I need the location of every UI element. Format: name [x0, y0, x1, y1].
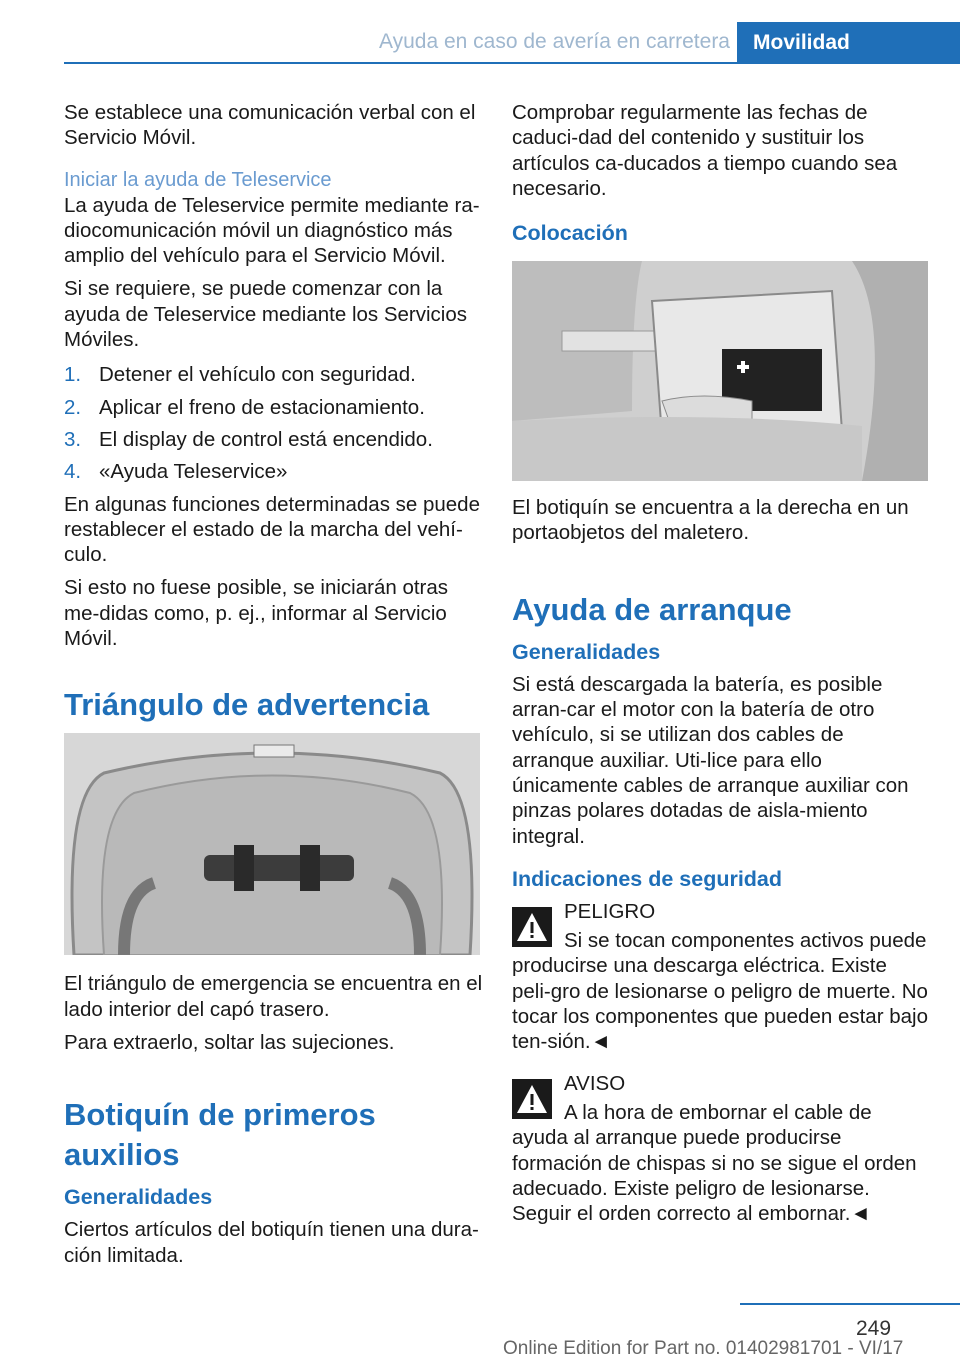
heading-triangulo: Triángulo de advertencia [64, 687, 430, 723]
online-edition-note: Online Edition for Part no. 01402981701 - VI/17 [503, 1338, 904, 1359]
warning-title: PELIGRO [564, 899, 656, 923]
warning-notice [512, 1071, 930, 1227]
subheading-generalidades: Generalidades [512, 639, 661, 664]
left-column [64, 100, 484, 1276]
heading-arranque: Ayuda de arranque [512, 591, 792, 627]
paragraph: Se establece una comunicación verbal con el Servicio Móvil. [64, 101, 476, 150]
paragraph: Si se requiere, se puede comenzar con la ayuda de Teleservice mediante los Servicios Móviles. [64, 277, 468, 352]
paragraph: Si está descargada la batería, es posible arran-car el motor con la batería de otro vehículo, si se utilizan dos cables de arranque auxiliar. Uti-lice para ello únicamente cables de arranque auxiliar con pinzas polares dotadas de aisla-miento integral. [512, 672, 909, 848]
right-column [512, 100, 930, 1234]
subheading-seguridad: Indicaciones de seguridad [512, 866, 783, 891]
trunk-lid-photo [64, 733, 480, 955]
header-section-title: Ayuda en caso de avería en carretera [378, 30, 730, 53]
list-item: 3. El display de control está encendido. [64, 427, 433, 451]
page-number: 249 [856, 1317, 892, 1340]
warning-triangle-icon [512, 1079, 552, 1119]
list-item: 1. Detener el vehículo con seguridad. [64, 363, 416, 387]
paragraph: Para extraerlo, soltar las sujeciones. [64, 1030, 395, 1054]
warning-text: A la hora de embornar el cable de ayuda al arranque puede producirse formación de chispas si no se sigue el orden adecuado. Existe peligro de lesionarse. Seguir el orden correcto al embornar.◄ [512, 1100, 917, 1226]
paragraph: En algunas funciones determinadas se puede restablecer el estado de la marcha del vehí-culo. [64, 492, 480, 567]
subheading-colocacion: Colocación [512, 221, 628, 246]
warning-danger [512, 899, 930, 1055]
header-rule [64, 62, 960, 64]
paragraph: El triángulo de emergencia se encuentra en el lado interior del capó trasero. [64, 972, 483, 1021]
paragraph: La ayuda de Teleservice permite mediante ra-diocomunicación móvil un diagnóstico más amplio del vehículo para el Servicio Móvil. [64, 193, 480, 268]
warning-triangle-icon [512, 907, 552, 947]
steps-list [64, 362, 484, 484]
paragraph: Si esto no fuese posible, se iniciarán otras me-didas como, p. ej., informar al Servicio Móvil. [64, 576, 449, 651]
warning-title: AVISO [564, 1071, 626, 1095]
header-chapter-tab: Movilidad [737, 22, 960, 64]
list-item: 2. Aplicar el freno de estacionamiento. [64, 395, 425, 419]
first-aid-kit-photo [512, 261, 928, 481]
subheading-teleservice: Iniciar la ayuda de Teleservice [64, 168, 332, 191]
heading-botiquin: Botiquín de primeros auxilios [64, 1097, 376, 1173]
warning-text: Si se tocan componentes activos puede producirse una descarga eléctrica. Existe peli-gro de lesionarse o peligro de muerte. No tocar los componentes que pueden estar bajo ten-sión.◄ [512, 929, 928, 1054]
footer-rule [740, 1303, 960, 1305]
paragraph: El botiquín se encuentra a la derecha en un portaobjetos del maletero. [512, 496, 909, 545]
paragraph: Ciertos artículos del botiquín tienen una dura-ción limitada. [64, 1218, 479, 1267]
subheading-generalidades: Generalidades [64, 1185, 213, 1210]
list-item: 4. «Ayuda Teleservice» [64, 460, 288, 484]
paragraph: Comprobar regularmente las fechas de caduci-dad del contenido y sustituir los artículos ca-ducados a tiempo cuando sea necesario. [512, 101, 898, 200]
